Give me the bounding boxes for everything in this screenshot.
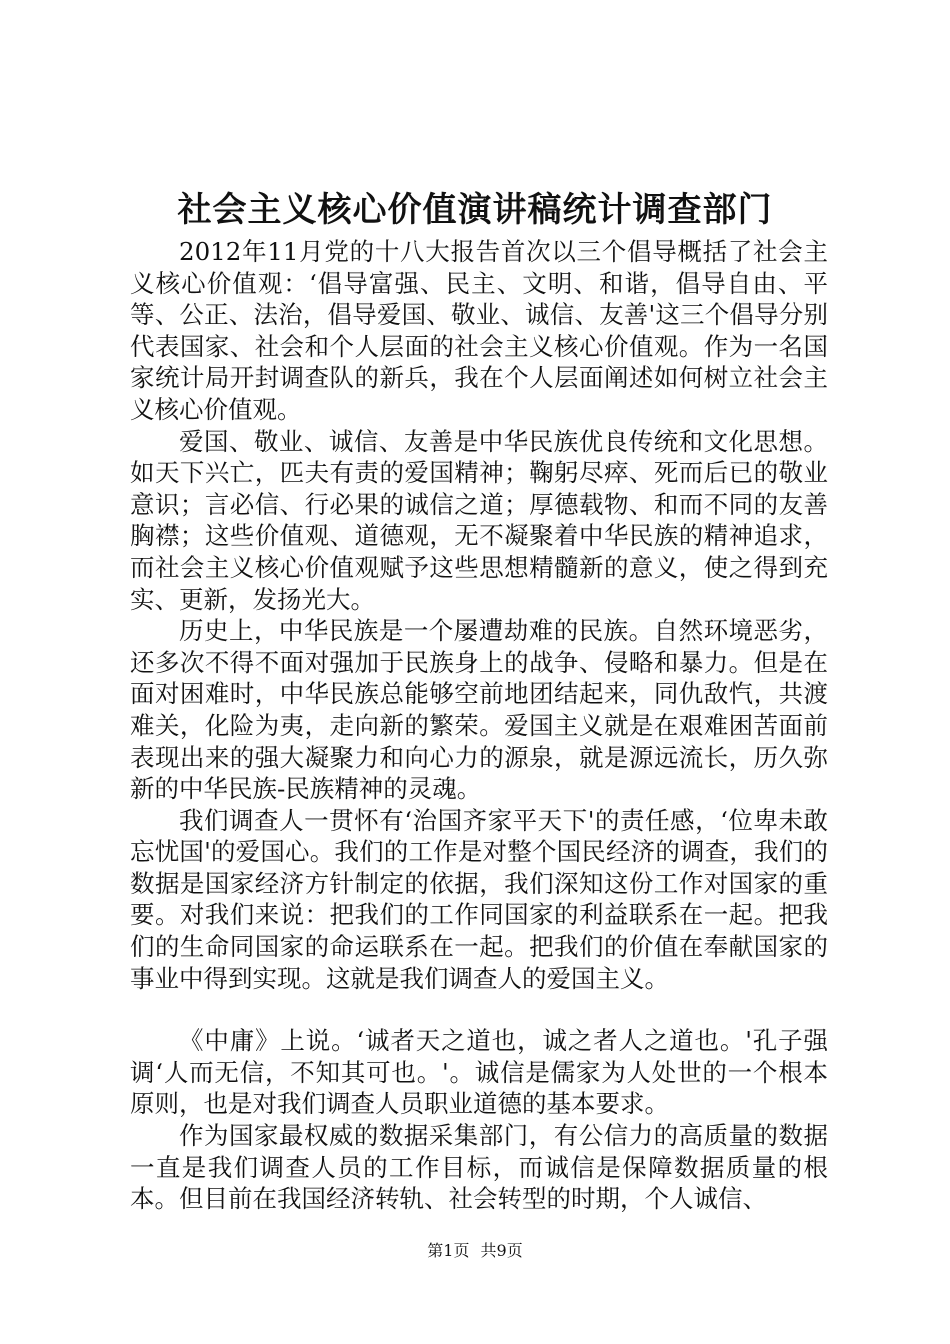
paragraph-6: 作为国家最权威的数据采集部门，有公信力的高质量的数据一直是我们调查人员的工作目标，而诚信是保障数据质量的根本。但目前在我国经济转轨、社会转型的时期，个人诚信、 [130,1121,828,1214]
paragraph-2: 爱国、敬业、诚信、友善是中华民族优良传统和文化思想。如天下兴亡，匹夫有责的爱国精神；鞠躬尽瘁、死而后已的敬业意识；言必信、行必果的诚信之道；厚德载物、和而不同的友善胸襟；这些价值观、道德观，无不凝聚着中华民族的精神追求，而社会主义核心价值观赋予这些思想精髓新的意义，使之得到充实、更新，发扬光大。 [130,426,828,614]
document-title: 社会主义核心价值演讲稿统计调查部门 [177,190,773,230]
paragraph-3: 历史上，中华民族是一个屡遭劫难的民族。自然环境恶劣，还多次不得不面对强加于民族身上的战争、侵略和暴力。但是在面对困难时，中华民族总能够空前地团结起来，同仇敌忾，共渡难关，化险为夷，走向新的繁荣。爱国主义就是在艰难困苦面前表现出来的强大凝聚力和向心力的源泉，就是源远流长，历久弥新的中华民族-民族精神的灵魂。 [130,616,828,804]
document-body [130,236,828,1215]
page-total: 共9页 [480,1241,523,1260]
paragraph-gap [130,994,828,1025]
paragraph-4: 我们调查人一贯怀有‘治国齐家平天下'的责任感，‘位卑未敢忘忧国'的爱国心。我们的工作是对整个国民经济的调查，我们的数据是国家经济方针制定的依据，我们深知这份工作对国家的重要。对我们来说：把我们的工作同国家的利益联系在一起。把我们的生命同国家的命运联系在一起。把我们的价值在奉献国家的事业中得到实现。这就是我们调查人的爱国主义。 [130,805,828,993]
page-footer [0,1240,950,1262]
page-number: 第1页 [427,1241,470,1260]
paragraph-1: 2012年11月党的十八大报告首次以三个倡导概括了社会主义核心价值观：‘倡导富强、民主、文明、和谐，倡导自由、平等、公正、法治，倡导爱国、敬业、诚信、友善'这三个倡导分别代表国家、社会和个人层面的社会主义核心价值观。作为一名国家统计局开封调查队的新兵，我在个人层面阐述如何树立社会主义核心价值观。 [130,237,828,424]
paragraph-5: 《中庸》上说。‘诚者天之道也，诚之者人之道也。'孔子强调‘人而无信，不知其可也。'。诚信是儒家为人处世的一个根本原则，也是对我们调查人员职业道德的基本要求。 [130,1026,828,1119]
